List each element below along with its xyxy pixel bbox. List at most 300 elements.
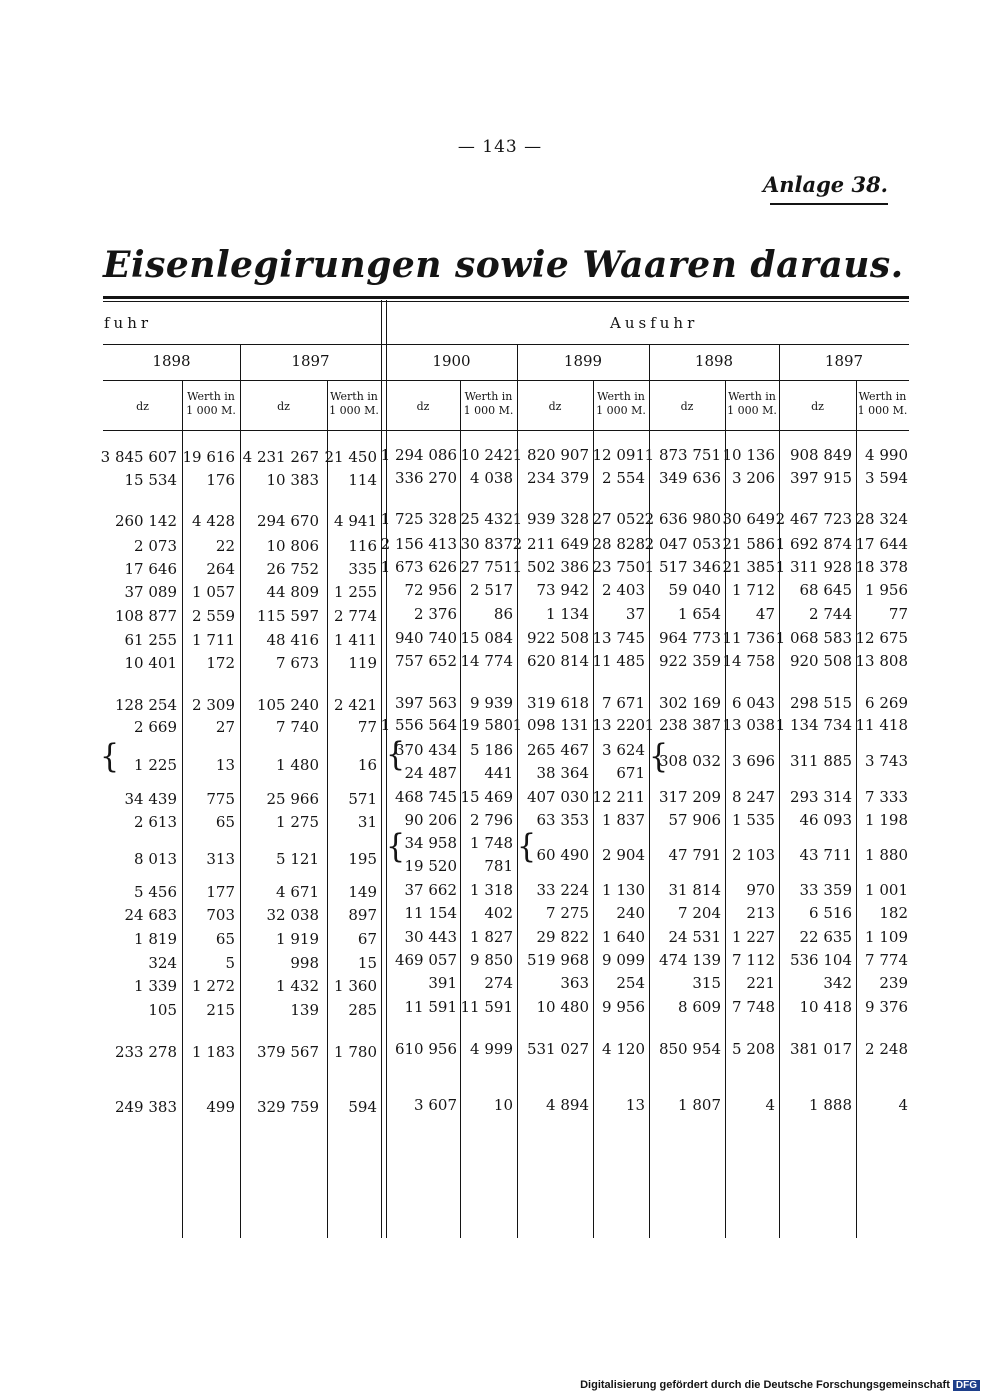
table-cell: 177 — [206, 883, 235, 901]
quantity-column-header: dz — [680, 400, 694, 413]
table-cell: 65 — [215, 813, 235, 831]
table-cell: 11 591 — [460, 998, 513, 1016]
table-cell: 7 748 — [732, 998, 775, 1016]
table-cell: 60 490 — [536, 846, 589, 864]
table-cell: 1 807 — [678, 1096, 721, 1114]
table-cell: 379 567 — [256, 1043, 319, 1061]
table-cell: 22 — [215, 537, 235, 555]
table-cell: 25 432 — [460, 510, 513, 528]
table-cell: 908 849 — [789, 446, 852, 464]
table-cell: 265 467 — [526, 741, 589, 759]
table-cell: 233 278 — [114, 1043, 177, 1061]
table-cell: 4 120 — [602, 1040, 645, 1058]
table-cell: 4 231 267 — [242, 448, 319, 466]
table-cell: 119 — [348, 654, 377, 672]
table-cell: 17 644 — [855, 535, 908, 553]
table-cell: 1 360 — [334, 977, 377, 995]
value-column-header: Werth in 1 000 M. — [727, 390, 777, 417]
table-cell: 7 671 — [602, 694, 645, 712]
table-cell: 57 906 — [668, 811, 721, 829]
table-cell: 349 636 — [658, 469, 721, 487]
footer-credit — [580, 1379, 980, 1391]
table-cell: 260 142 — [114, 512, 177, 530]
table-cell: 671 — [616, 764, 645, 782]
table-cell: 5 208 — [732, 1040, 775, 1058]
table-cell: 381 017 — [789, 1040, 852, 1058]
year-header: 1899 — [563, 352, 603, 370]
table-cell: 4 — [898, 1096, 908, 1114]
table-cell: 1 556 564 — [380, 716, 457, 734]
table-cell: 397 563 — [394, 694, 457, 712]
table-cell: 90 206 — [404, 811, 457, 829]
table-cell: 15 469 — [460, 788, 513, 806]
table-cell: 1 919 — [276, 930, 319, 948]
table-cell: 293 314 — [789, 788, 852, 806]
table-cell: 2 517 — [470, 581, 513, 599]
quantity-column-header: dz — [277, 400, 290, 413]
table-cell: 308 032 — [658, 752, 721, 770]
table-cell: 6 269 — [865, 694, 908, 712]
table-cell: 149 — [348, 883, 377, 901]
table-cell: 7 112 — [732, 951, 775, 969]
table-cell: 1 535 — [732, 811, 775, 829]
table-cell: 313 — [206, 850, 235, 868]
table-cell: 285 — [348, 1001, 377, 1019]
table-cell: 22 635 — [799, 928, 852, 946]
table-cell: 2 636 980 — [644, 510, 721, 528]
table-cell: 249 383 — [114, 1098, 177, 1116]
table-cell: 703 — [206, 906, 235, 924]
table-cell: 8 247 — [732, 788, 775, 806]
table-cell: 4 428 — [192, 512, 235, 530]
table-cell: 3 696 — [732, 752, 775, 770]
brace-mark: { — [649, 737, 669, 776]
table-cell: 14 774 — [460, 652, 513, 670]
table-cell: 13 038 — [722, 716, 775, 734]
table-cell: 1 311 928 — [775, 558, 852, 576]
table-cell: 1 134 734 — [775, 716, 852, 734]
table-cell: 324 — [148, 954, 177, 972]
value-column-header: Werth in 1 000 M. — [329, 390, 379, 417]
table-cell: 329 759 — [256, 1098, 319, 1116]
appendix-label: Anlage 38. — [762, 172, 888, 197]
table-cell: 1 294 086 — [380, 446, 457, 464]
table-cell: 1 873 751 — [644, 446, 721, 464]
table-cell: 1 888 — [809, 1096, 852, 1114]
table-cell: 67 — [357, 930, 377, 948]
table-cell: 30 649 — [722, 510, 775, 528]
table-cell: 970 — [746, 881, 775, 899]
table-cell: 781 — [484, 857, 513, 875]
table-cell: 47 — [755, 605, 775, 623]
table-cell: 940 740 — [394, 629, 457, 647]
import-header: fuhr — [104, 314, 153, 332]
table-cell: 21 450 — [324, 448, 377, 466]
table-cell: 441 — [484, 764, 513, 782]
table-cell: 59 040 — [668, 581, 721, 599]
table-cell: 2 376 — [414, 605, 457, 623]
table-cell: 61 255 — [124, 631, 177, 649]
table-cell: 73 942 — [536, 581, 589, 599]
table-cell: 31 — [357, 813, 377, 831]
table-cell: 342 — [823, 974, 852, 992]
table-cell: 139 — [290, 1001, 319, 1019]
table-cell: 2 669 — [134, 718, 177, 736]
table-cell: 1 109 — [865, 928, 908, 946]
value-column-header: Werth in 1 000 M. — [463, 390, 514, 417]
table-cell: 319 618 — [526, 694, 589, 712]
table-cell: 12 091 — [592, 446, 645, 464]
table-cell: 65 — [215, 930, 235, 948]
table-cell: 1 130 — [602, 881, 645, 899]
table-cell: 3 743 — [865, 752, 908, 770]
table-cell: 25 966 — [266, 790, 319, 808]
table-cell: 317 209 — [658, 788, 721, 806]
table-cell: 2 073 — [134, 537, 177, 555]
table-cell: 2 309 — [192, 696, 235, 714]
table-cell: 17 646 — [124, 560, 177, 578]
quantity-column-header: dz — [136, 400, 149, 413]
table-cell: 1 134 — [546, 605, 589, 623]
value-column-header: Werth in 1 000 M. — [596, 390, 646, 417]
table-cell: 391 — [428, 974, 457, 992]
table-cell: 115 597 — [256, 607, 319, 625]
table-cell: 30 837 — [460, 535, 513, 553]
table-cell: 1 238 387 — [644, 716, 721, 734]
table-cell: 1 654 — [678, 605, 721, 623]
table-cell: 44 809 — [266, 583, 319, 601]
table-cell: 2 403 — [602, 581, 645, 599]
table-cell: 8 013 — [134, 850, 177, 868]
brace-mark: { — [386, 735, 406, 774]
table-cell: 3 624 — [602, 741, 645, 759]
table-cell: 176 — [206, 471, 235, 489]
table-cell: 397 915 — [789, 469, 852, 487]
table-cell: 26 752 — [266, 560, 319, 578]
table-cell: 21 586 — [722, 535, 775, 553]
table-cell: 2 103 — [732, 846, 775, 864]
export-header: Ausfuhr — [610, 314, 699, 332]
table-cell: 240 — [616, 904, 645, 922]
table-cell: 68 645 — [799, 581, 852, 599]
table-cell: 2 559 — [192, 607, 235, 625]
table-cell: 9 956 — [602, 998, 645, 1016]
table-cell: 5 — [225, 954, 235, 972]
table-cell: 4 990 — [865, 446, 908, 464]
table-cell: 27 052 — [592, 510, 645, 528]
table-cell: 2 047 053 — [644, 535, 721, 553]
rule-top-thin — [103, 301, 909, 302]
table-cell: 1 275 — [276, 813, 319, 831]
table-cell: 182 — [879, 904, 908, 922]
table-cell: 7 275 — [546, 904, 589, 922]
table-cell: 7 204 — [678, 904, 721, 922]
value-column-header: Werth in 1 000 M. — [186, 390, 236, 417]
table-cell: 1 880 — [865, 846, 908, 864]
table-cell: 195 — [348, 850, 377, 868]
table-cell: 1 057 — [192, 583, 235, 601]
table-cell: 10 480 — [536, 998, 589, 1016]
table-cell: 77 — [357, 718, 377, 736]
table-cell: 72 956 — [404, 581, 457, 599]
table-cell: 38 364 — [536, 764, 589, 782]
table-cell: 499 — [206, 1098, 235, 1116]
table-cell: 264 — [206, 560, 235, 578]
table-cell: 10 418 — [799, 998, 852, 1016]
table-cell: 407 030 — [526, 788, 589, 806]
table-cell: 1 227 — [732, 928, 775, 946]
table-cell: 757 652 — [394, 652, 457, 670]
table-cell: 2 613 — [134, 813, 177, 831]
table-cell: 2 796 — [470, 811, 513, 829]
table-cell: 571 — [348, 790, 377, 808]
table-cell: 1 255 — [334, 583, 377, 601]
table-cell: 32 038 — [266, 906, 319, 924]
year-header: 1897 — [291, 352, 330, 370]
table-cell: 7 740 — [276, 718, 319, 736]
table-cell: 24 487 — [404, 764, 457, 782]
table-cell: 594 — [348, 1098, 377, 1116]
table-cell: 7 673 — [276, 654, 319, 672]
table-cell: 48 416 — [266, 631, 319, 649]
table-cell: 2 248 — [865, 1040, 908, 1058]
table-cell: 315 — [692, 974, 721, 992]
quantity-column-header: dz — [416, 400, 430, 413]
table-cell: 10 136 — [722, 446, 775, 464]
table-cell: 4 894 — [546, 1096, 589, 1114]
table-cell: 775 — [206, 790, 235, 808]
table-cell: 1 339 — [134, 977, 177, 995]
year-header: 1898 — [152, 352, 191, 370]
table-cell: 24 683 — [124, 906, 177, 924]
table-cell: 1 712 — [732, 581, 775, 599]
table-cell: 4 941 — [334, 512, 377, 530]
table-cell: 3 845 607 — [100, 448, 177, 466]
table-cell: 370 434 — [394, 741, 457, 759]
table-cell: 620 814 — [526, 652, 589, 670]
table-cell: 7 774 — [865, 951, 908, 969]
table-cell: 1 827 — [470, 928, 513, 946]
table-cell: 12 211 — [592, 788, 645, 806]
table-cell: 468 745 — [394, 788, 457, 806]
table-cell: 2 744 — [809, 605, 852, 623]
table-cell: 469 057 — [394, 951, 457, 969]
table-cell: 10 806 — [266, 537, 319, 555]
table-cell: 27 751 — [460, 558, 513, 576]
table-cell: 18 378 — [855, 558, 908, 576]
table-cell: 77 — [888, 605, 908, 623]
table-cell: 1 692 874 — [775, 535, 852, 553]
table-cell: 14 758 — [722, 652, 775, 670]
table-cell: 4 999 — [470, 1040, 513, 1058]
footer-text: Digitalisierung gefördert durch die Deutsche Forschungsgemeinschaft — [580, 1379, 950, 1391]
page-title: Eisenlegirungen sowie Waaren daraus. — [103, 244, 904, 286]
table-cell: 34 958 — [404, 834, 457, 852]
table-cell: 1 640 — [602, 928, 645, 946]
table-cell: 850 954 — [658, 1040, 721, 1058]
table-cell: 5 186 — [470, 741, 513, 759]
table-cell: 1 711 — [192, 631, 235, 649]
table-cell: 1 225 — [134, 756, 177, 774]
table-cell: 24 531 — [668, 928, 721, 946]
table-cell: 47 791 — [668, 846, 721, 864]
table-cell: 1 318 — [470, 881, 513, 899]
table-cell: 335 — [348, 560, 377, 578]
table-cell: 215 — [206, 1001, 235, 1019]
table-cell: 531 027 — [526, 1040, 589, 1058]
table-cell: 6 043 — [732, 694, 775, 712]
table-cell: 519 968 — [526, 951, 589, 969]
table-cell: 239 — [879, 974, 908, 992]
table-cell: 7 333 — [865, 788, 908, 806]
table-cell: 105 240 — [256, 696, 319, 714]
table-cell: 2 211 649 — [512, 535, 589, 553]
table-cell: 1 068 583 — [775, 629, 852, 647]
table-cell: 311 885 — [789, 752, 852, 770]
brace-mark: { — [100, 737, 120, 776]
table-cell: 21 385 — [722, 558, 775, 576]
table-cell: 19 616 — [182, 448, 235, 466]
table-cell: 1 502 386 — [512, 558, 589, 576]
table-cell: 1 819 — [134, 930, 177, 948]
table-cell: 536 104 — [789, 951, 852, 969]
table-cell: 234 379 — [526, 469, 589, 487]
table-cell: 9 850 — [470, 951, 513, 969]
table-cell: 31 814 — [668, 881, 721, 899]
table-cell: 2 554 — [602, 469, 645, 487]
table-cell: 114 — [348, 471, 377, 489]
table-cell: 1 939 328 — [512, 510, 589, 528]
table-cell: 922 508 — [526, 629, 589, 647]
table-cell: 1 837 — [602, 811, 645, 829]
table-cell: 2 774 — [334, 607, 377, 625]
table-cell: 116 — [348, 537, 377, 555]
table-cell: 1 411 — [334, 631, 377, 649]
table-cell: 4 — [765, 1096, 775, 1114]
table-cell: 63 353 — [536, 811, 589, 829]
table-cell: 8 609 — [678, 998, 721, 1016]
table-cell: 920 508 — [789, 652, 852, 670]
table-cell: 33 359 — [799, 881, 852, 899]
table-cell: 1 517 346 — [644, 558, 721, 576]
page-number: — 143 — — [457, 137, 543, 157]
table-cell: 11 485 — [592, 652, 645, 670]
table-cell: 16 — [357, 756, 377, 774]
table-cell: 2 904 — [602, 846, 645, 864]
table-cell: 13 220 — [592, 716, 645, 734]
table-cell: 105 — [148, 1001, 177, 1019]
table-cell: 2 421 — [334, 696, 377, 714]
table-cell: 13 — [625, 1096, 645, 1114]
table-cell: 5 456 — [134, 883, 177, 901]
table-cell: 23 750 — [592, 558, 645, 576]
table-cell: 108 877 — [114, 607, 177, 625]
table-cell: 1 432 — [276, 977, 319, 995]
table-cell: 11 736 — [722, 629, 775, 647]
brace-mark: { — [386, 827, 406, 866]
table-cell: 922 359 — [658, 652, 721, 670]
table-cell: 1 748 — [470, 834, 513, 852]
table-cell: 11 418 — [855, 716, 908, 734]
table-cell: 33 224 — [536, 881, 589, 899]
table-cell: 1 820 907 — [512, 446, 589, 464]
table-cell: 897 — [348, 906, 377, 924]
table-cell: 1 725 328 — [380, 510, 457, 528]
appendix-underline — [770, 203, 888, 205]
year-header: 1898 — [694, 352, 734, 370]
table-cell: 363 — [560, 974, 589, 992]
table-cell: 336 270 — [394, 469, 457, 487]
quantity-column-header: dz — [548, 400, 562, 413]
table-cell: 9 939 — [470, 694, 513, 712]
table-cell: 474 139 — [658, 951, 721, 969]
table-cell: 46 093 — [799, 811, 852, 829]
table-cell: 1 183 — [192, 1043, 235, 1061]
table-cell: 1 098 131 — [512, 716, 589, 734]
table-cell: 9 376 — [865, 998, 908, 1016]
table-cell: 19 520 — [404, 857, 457, 875]
dfg-logo: DFG — [953, 1380, 980, 1391]
table-cell: 13 — [215, 756, 235, 774]
table-cell: 9 099 — [602, 951, 645, 969]
table-cell: 3 206 — [732, 469, 775, 487]
table-cell: 610 956 — [394, 1040, 457, 1058]
table-cell: 27 — [215, 718, 235, 736]
table-cell: 37 662 — [404, 881, 457, 899]
table-cell: 37 089 — [124, 583, 177, 601]
table-cell: 221 — [746, 974, 775, 992]
rule-years — [103, 380, 909, 381]
table-cell: 1 198 — [865, 811, 908, 829]
table-cell: 2 156 413 — [380, 535, 457, 553]
table-cell: 1 673 626 — [380, 558, 457, 576]
table-cell: 15 — [357, 954, 377, 972]
table-cell: 1 956 — [865, 581, 908, 599]
table-cell: 298 515 — [789, 694, 852, 712]
table-cell: 1 780 — [334, 1043, 377, 1061]
table-cell: 1 272 — [192, 977, 235, 995]
table-cell: 3 607 — [414, 1096, 457, 1114]
table-cell: 302 169 — [658, 694, 721, 712]
table-cell: 4 671 — [276, 883, 319, 901]
table-cell: 28 324 — [855, 510, 908, 528]
rule-top — [103, 296, 909, 299]
table-cell: 128 254 — [114, 696, 177, 714]
table-cell: 30 443 — [404, 928, 457, 946]
table-cell: 10 — [493, 1096, 513, 1114]
table-cell: 3 594 — [865, 469, 908, 487]
table-cell: 213 — [746, 904, 775, 922]
table-cell: 172 — [206, 654, 235, 672]
table-cell: 4 038 — [470, 469, 513, 487]
table-cell: 12 675 — [855, 629, 908, 647]
table-cell: 29 822 — [536, 928, 589, 946]
table-cell: 10 242 — [460, 446, 513, 464]
year-header: 1900 — [432, 352, 471, 370]
table-cell: 1 001 — [865, 881, 908, 899]
table-cell: 13 808 — [855, 652, 908, 670]
rule-header — [103, 344, 909, 345]
table-cell: 15 534 — [124, 471, 177, 489]
quantity-column-header: dz — [811, 400, 824, 413]
table-cell: 13 745 — [592, 629, 645, 647]
value-column-header: Werth in 1 000 M. — [857, 390, 908, 417]
year-header: 1897 — [824, 352, 864, 370]
brace-mark: { — [517, 827, 537, 866]
table-cell: 43 711 — [799, 846, 852, 864]
table-cell: 10 401 — [124, 654, 177, 672]
table-cell: 37 — [625, 605, 645, 623]
